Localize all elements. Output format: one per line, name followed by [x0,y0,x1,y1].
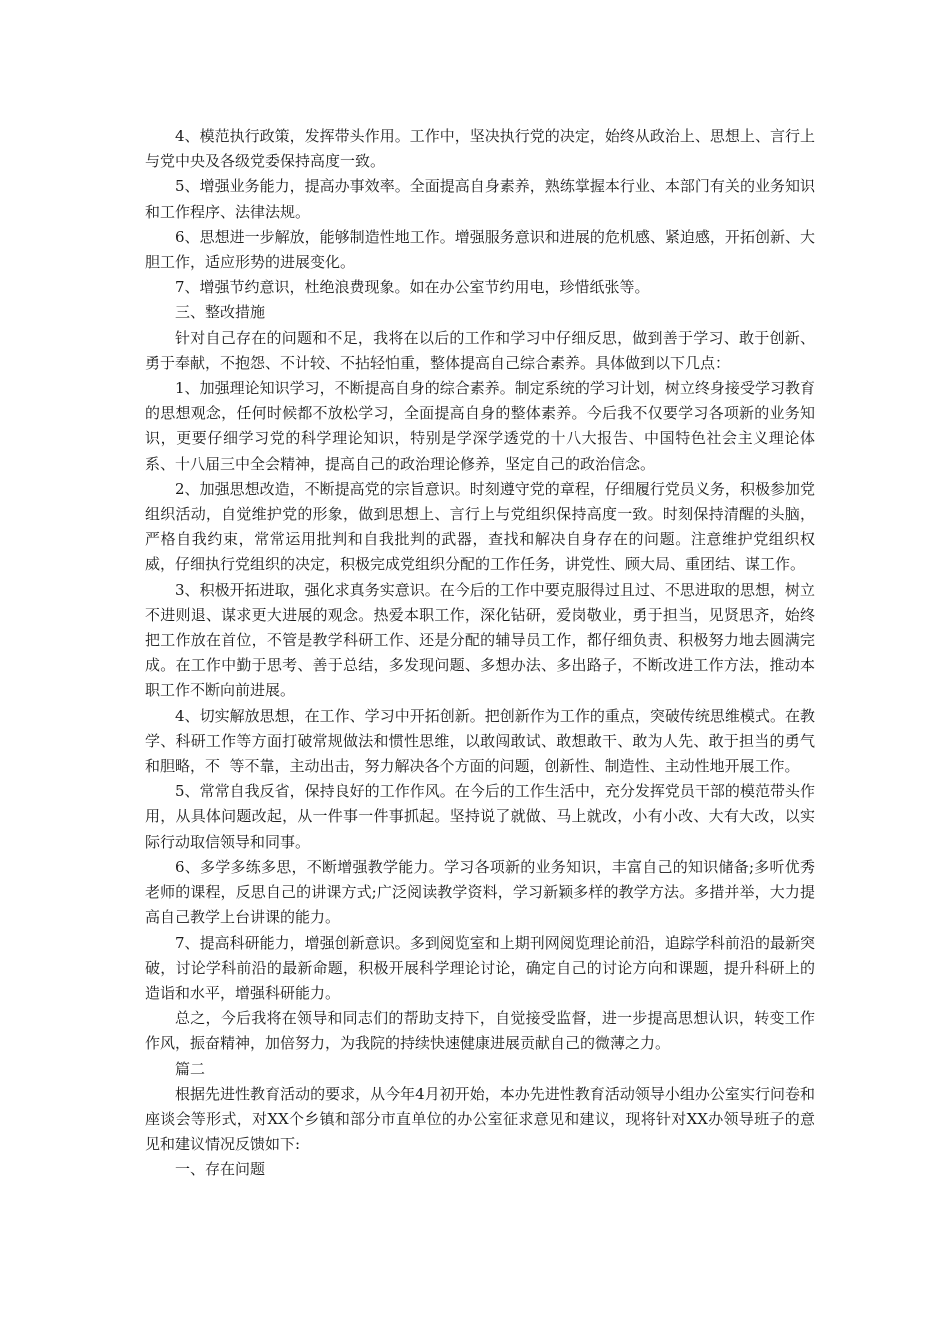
section-heading-part-two: 篇二 [175,1059,206,1078]
paragraph-measure-3: 3、积极开拓进取，强化求真务实意识。在今后的工作中要克服得过且过、不思进取的思想，树立不进则退、谋求更大进展的观念。热爱本职工作，深化钻研，爱岗敬业，勇于担当，见贤思齐，始终把工作放在首位，不管是教学科研工作、还是分配的辅导员工作，都仔细负责、积极努力地去圆满完成。在工作中勤于思考、善于总结，多发现问题、多想办法、多出路子，不断改进工作方法，推动本职工作不断向前进展。 [145,580,815,700]
paragraph-measure-2: 2、加强思想改造，不断提高党的宗旨意识。时刻遵守党的章程，仔细履行党员义务，积极参加党组织活动，自觉维护党的形象，做到思想上、言行上与党组织保持高度一致。时刻保持清醒的头脑，严格自我约束，常常运用批判和自我批判的武器，查找和解决自身存在的问题。注意维护党组织权威，仔细执行党组织的决定，积极完成党组织分配的工作任务，讲党性、顾大局、重团结、谋工作。 [145,479,815,574]
paragraph-item-4-policy: 4、模范执行政策，发挥带头作用。工作中，坚决执行党的决定，始终从政治上、思想上、言行上与党中央及各级党委保持高度一致。 [145,127,815,171]
paragraph-measure-6: 6、多学多练多思，不断增强教学能力。学习各项新的业务知识，丰富自己的知识储备;多听优秀老师的课程，反思自己的讲课方式;广泛阅读教学资料，学习新颖多样的教学方法。多措并举，大力提高自己教学上台讲课的能力。 [145,857,815,927]
paragraph-item-6-thinking: 6、思想进一步解放，能够制造性地工作。增强服务意识和进展的危机感、紧迫感，开拓创新、大胆工作，适应形势的进展变化。 [145,227,815,272]
paragraph-part-two-intro: 根据先进性教育活动的要求，从今年4月初开始，本办先进性教育活动领导小组办公室实行问卷和座谈会等形式，对XX个乡镇和部分市直单位的办公室征求意见和建议，现将针对XX办领导班子的意见和建议情况反馈如下: [145,1084,815,1154]
paragraph-measure-4: 4、切实解放思想，在工作、学习中开拓创新。把创新作为工作的重点，突破传统思维模式。在教学、科研工作等方面打破常规做法和惯性思维，以敢闯敢试、敢想敢干、敢为人先、敢于担当的勇气和胆略，不 等不靠，主动出击，努力解决各个方面的问题，创新性、制造性、主动性地开展工作。 [145,706,815,776]
paragraph-measure-1: 1、加强理论知识学习，不断提高自身的综合素养。制定系统的学习计划，树立终身接受学习教育的思想观念，任何时候都不放松学习，全面提高自身的整体素养。今后我不仅要学习各项新的业务知识，更要仔细学习党的科学理论知识，特别是学深学透党的十八大报告、中国特色社会主义理论体系、十八届三中全会精神，提高自己的政治理论修养，坚定自己的政治信念。 [145,379,815,473]
paragraph-item-5-business: 5、增强业务能力，提高办事效率。全面提高自身素养，熟练掌握本行业、本部门有关的业务知识和工作程序、法律法规。 [145,177,815,221]
document-body [145,124,815,1183]
paragraph-measure-5: 5、常常自我反省，保持良好的工作作风。在今后的工作生活中，充分发挥党员干部的模范带头作用，从具体问题改起，从一件事一件事抓起。坚持说了就做、马上就改，小有小改、大有大改，以实际行动取信领导和同事。 [145,782,815,851]
paragraph-item-7-saving: 7、增强节约意识，杜绝浪费现象。如在办公室节约用电，珍惜纸张等。 [175,278,650,297]
section-heading-problems: 一、存在问题 [175,1160,266,1179]
paragraph-conclusion: 总之，今后我将在领导和同志们的帮助支持下，自觉接受监督，进一步提高思想认识，转变工作作风，振奋精神，加倍努力，为我院的持续快速健康进展贡献自己的微薄之力。 [145,1009,815,1053]
section-heading-measures: 三、整改措施 [175,303,266,322]
paragraph-measure-7: 7、提高科研能力，增强创新意识。多到阅览室和上期刊网阅览理论前沿，追踪学科前沿的最新突破，讨论学科前沿的最新命题，积极开展科学理论讨论，确定自己的讨论方向和课题，提升科研上的造诣和水平，增强科研能力。 [145,933,815,1002]
paragraph-measures-intro: 针对自己存在的问题和不足，我将在以后的工作和学习中仔细反思，做到善于学习、敢于创新、勇于奉献，不抱怨、不计较、不拈轻怕重，整体提高自己综合素养。具体做到以下几点： [145,328,815,372]
